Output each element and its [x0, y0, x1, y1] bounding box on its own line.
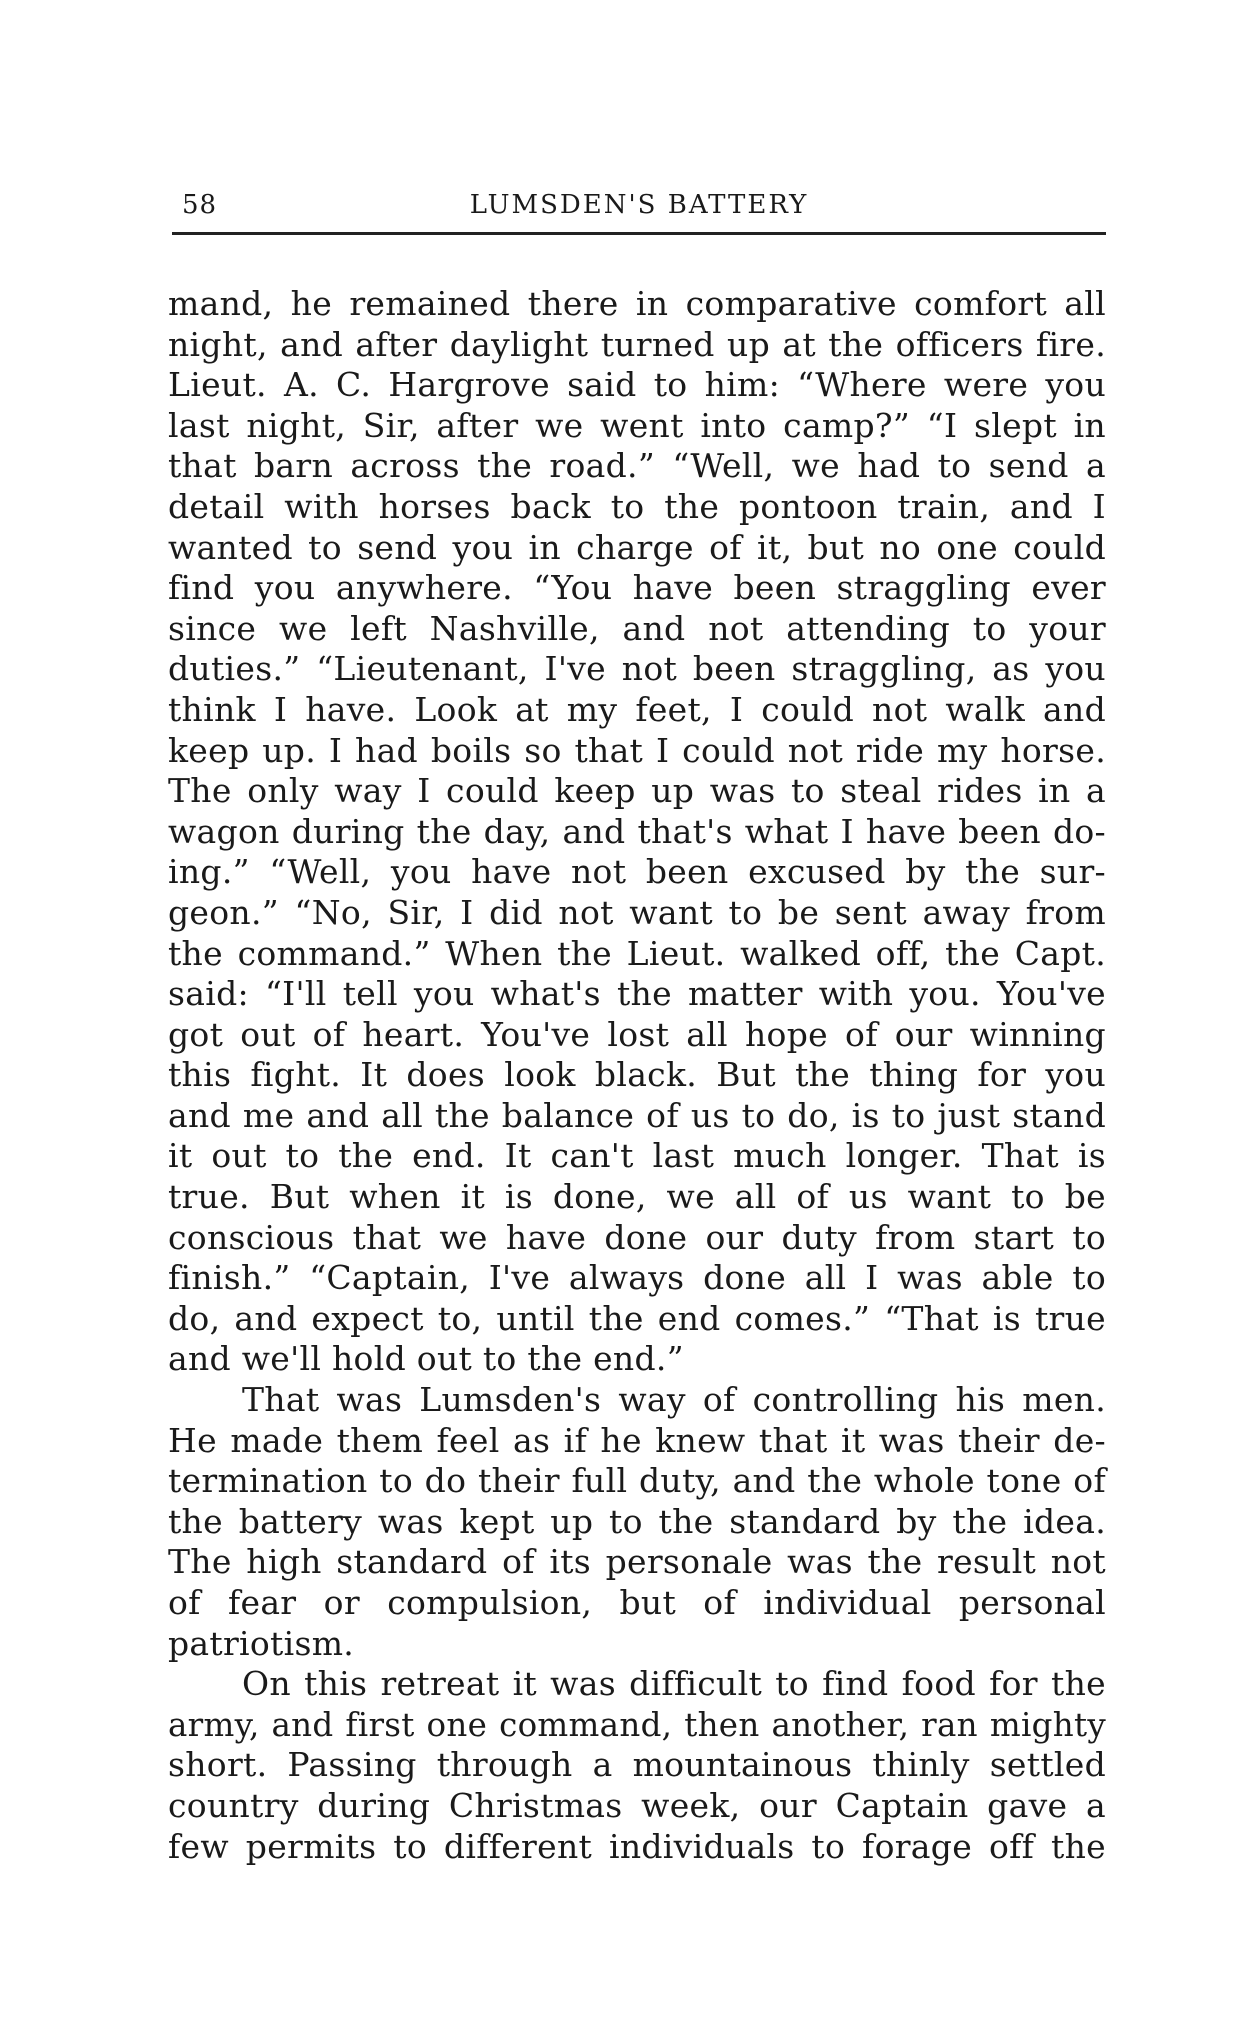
text-line: Lieut. A. C. Hargrove said to him: “Where were you	[168, 365, 1106, 405]
text-line: ing.” “Well, you have not been excused by the sur-	[168, 852, 1106, 892]
text-line: geon.” “No, Sir, I did not want to be sent away from	[168, 892, 1106, 932]
text-line: do, and expect to, until the end comes.” “That is true	[168, 1298, 1106, 1338]
text-line: The only way I could keep up was to steal rides in a	[168, 771, 1106, 811]
header-rule	[172, 232, 1106, 235]
text-line: since we left Nashville, and not attending to your	[168, 608, 1106, 648]
text-line: got out of heart. You've lost all hope of our winning	[168, 1014, 1106, 1054]
page-header	[172, 182, 1106, 226]
text-line: duties.” “Lieutenant, I've not been straggling, as you	[168, 649, 1106, 689]
text-line: of fear or compulsion, but of individual personal	[168, 1583, 1106, 1622]
text-line: country during Christmas week, our Captain gave a	[168, 1785, 1106, 1825]
text-line: wanted to send you in charge of it, but no one could	[168, 527, 1106, 567]
text-line: The high standard of its personale was the result not	[168, 1542, 1106, 1582]
text-line: That was Lumsden's way of controlling his men.	[242, 1380, 1106, 1420]
text-line: and me and all the balance of us to do, is to just stand	[168, 1095, 1106, 1135]
page-number: 58	[182, 190, 218, 220]
text-line: the command.” When the Lieut. walked off, the Capt.	[168, 933, 1106, 973]
text-line: true. But when it is done, we all of us want to be	[168, 1177, 1106, 1217]
text-line: last night, Sir, after we went into camp?” “I slept in	[168, 405, 1106, 445]
text-line: keep up. I had boils so that I could not ride my horse.	[168, 730, 1106, 770]
text-line: mand, he remained there in comparative comfort all	[168, 284, 1106, 323]
text-line: On this retreat it was difficult to find food for the	[242, 1664, 1106, 1704]
text-line: termination to do their full duty, and the whole tone of	[168, 1461, 1106, 1501]
text-line: conscious that we have done our duty from start to	[168, 1217, 1106, 1257]
text-line: and we'll hold out to the end.”	[168, 1339, 684, 1379]
text-line: army, and first one command, then another, ran mighty	[168, 1705, 1106, 1744]
body-text	[168, 284, 1106, 1867]
text-line: that barn across the road.” “Well, we had to send a	[168, 446, 1106, 486]
text-line: night, and after daylight turned up at the officers fire.	[168, 324, 1106, 364]
text-line: few permits to different individuals to forage off the	[168, 1826, 1106, 1866]
text-line: wagon during the day, and that's what I have been do-	[168, 811, 1106, 851]
text-line: the battery was kept up to the standard by the idea.	[168, 1501, 1106, 1541]
text-line: detail with horses back to the pontoon train, and I	[168, 486, 1106, 526]
text-line: He made them feel as if he knew that it was their de-	[168, 1420, 1106, 1460]
text-line: said: “I'll tell you what's the matter with you. You've	[168, 974, 1106, 1014]
text-line: this fight. It does look black. But the thing for you	[168, 1055, 1106, 1095]
text-line: think I have. Look at my feet, I could not walk and	[168, 689, 1106, 729]
text-line: it out to the end. It can't last much longer. That is	[168, 1136, 1106, 1176]
running-head: LUMSDEN'S BATTERY	[469, 190, 809, 220]
text-line: short. Passing through a mountainous thinly settled	[168, 1745, 1106, 1785]
text-line: find you anywhere. “You have been straggling ever	[168, 568, 1106, 608]
text-line: patriotism.	[168, 1623, 355, 1663]
text-line: finish.” “Captain, I've always done all I was able to	[168, 1258, 1106, 1298]
